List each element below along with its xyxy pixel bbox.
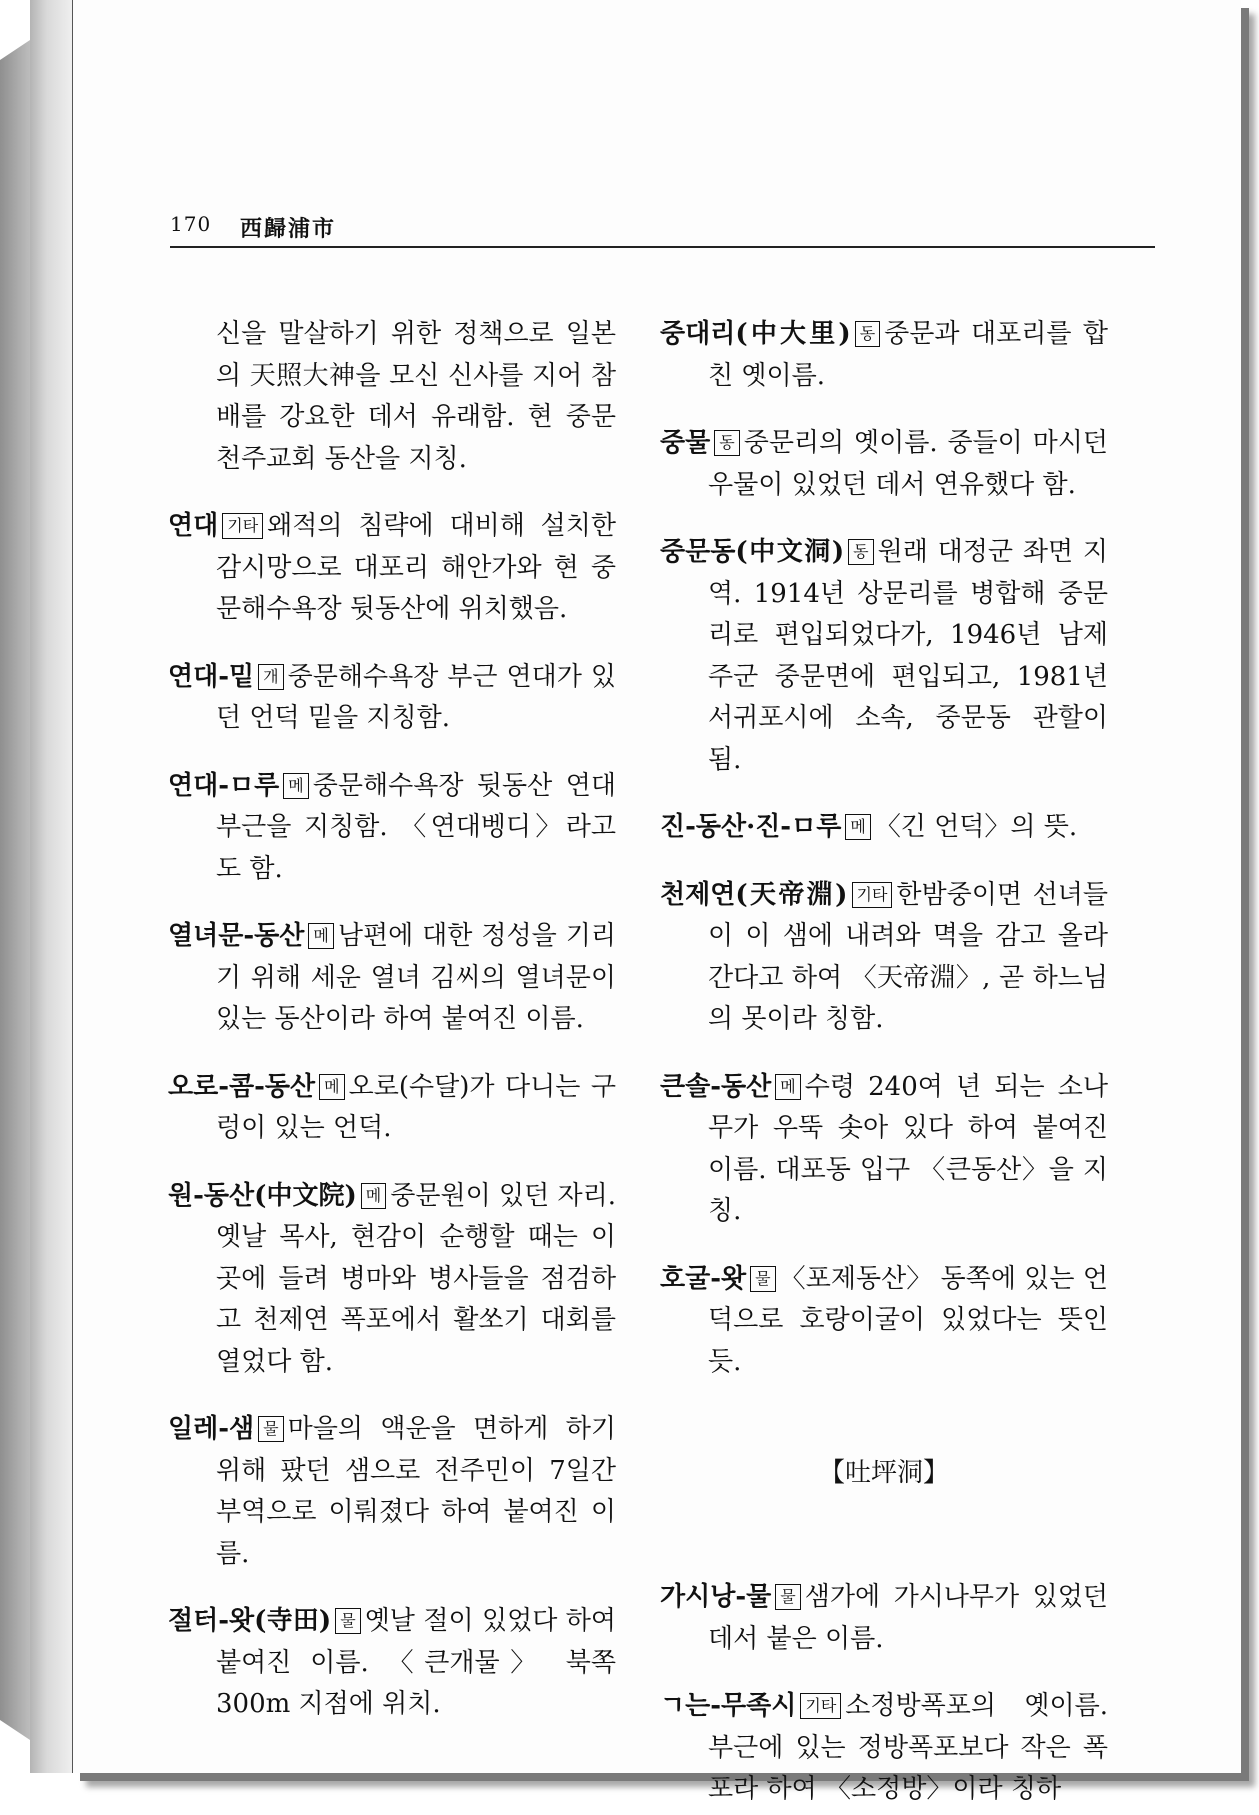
entry-headword: 연대-밑 [168, 661, 255, 692]
entry-definition: 중문해수욕장 부근 연대가 있던 언덕 밑을 지칭함. [216, 661, 616, 733]
book-title: 西歸浦市 [240, 216, 337, 242]
entry-definition: 신을 말살하기 위한 정책으로 일본의 天照大神을 모신 신사를 지어 참배를 강요한 데서 유래함. 현 중문천주교회 동산을 지칭. [216, 319, 616, 474]
entry-headword: 절터-왓(寺田) [168, 1606, 332, 1636]
entry-headword: 중문동(中文洞) [660, 537, 845, 567]
category-tag: 기타 [800, 1693, 841, 1719]
dictionary-entry [168, 1601, 616, 1726]
category-tag: 메 [775, 1074, 800, 1100]
category-tag: 기타 [222, 513, 263, 539]
dictionary-entry [660, 1686, 1108, 1811]
category-tag: 동 [855, 321, 880, 347]
dictionary-entry [660, 532, 1108, 781]
entry-headword: 열녀문-동산 [168, 921, 305, 951]
entry-headword: ㄱ는-무족시 [660, 1691, 797, 1721]
entry-headword: 천제연(天帝淵) [660, 879, 848, 910]
category-tag: 메 [361, 1183, 386, 1209]
entry-headword: 중대리(中大里) [660, 319, 851, 349]
dictionary-entry [168, 657, 616, 740]
entry-definition: 한밤중이면 선녀들이 이 샘에 내려와 멱을 감고 올라간다고 하여 〈天帝淵〉, 곧 하느님의 못이라 칭함. [708, 879, 1108, 1034]
entry-definition: 중문과 대포리를 합친 옛이름. [708, 319, 1108, 391]
entry-headword: 오로-콤-동산 [168, 1071, 316, 1102]
entry-headword: 연대-ㅁ루 [168, 770, 280, 801]
entry-headword: 호굴-왓 [660, 1263, 747, 1294]
category-tag: 개 [258, 664, 283, 690]
entry-definition: 수령 240여 년 되는 소나무가 우뚝 솟아 있다 하여 붙여진 이름. 대포동 입구 〈큰동산〉을 지칭. [708, 1071, 1108, 1226]
left-column [168, 288, 616, 1730]
entry-definition: 〈포제동산〉 동쪽에 있는 언덕으로 호랑이굴이 있었다는 뜻인 듯. [708, 1263, 1108, 1377]
page-stack-edge [30, 0, 72, 1773]
dictionary-entry [660, 314, 1108, 397]
entry-definition: 원래 대정군 좌면 지역. 1914년 상문리를 병합해 중문리로 편입되었다가, 1946년 남제주군 중문면에 편입되고, 1981년 서귀포시에 소속, 중문동 관할이 됨. [708, 537, 1108, 775]
entry-definition: 남편에 대한 정성을 기리기 위해 세운 열녀 김씨의 열녀문이 있는 동산이라 하여 붙여진 이름. [216, 921, 616, 1034]
dictionary-entry [660, 1259, 1108, 1384]
dictionary-entry [660, 875, 1108, 1041]
entry-definition: 마을의 액운을 면하게 하기 위해 팠던 샘으로 전주민이 7일간 부역으로 이뤄졌다 하여 붙여진 이름. [216, 1414, 616, 1569]
category-tag: 메 [319, 1074, 344, 1100]
entry-definition: 중문리의 옛이름. 중들이 마시던 우물이 있었던 데서 연유했다 함. [708, 428, 1108, 500]
page-number: 170 [170, 212, 212, 236]
category-tag: 기타 [852, 882, 893, 908]
entry-definition: 중문해수욕장 뒷동산 연대 부근을 지칭함. 〈연대벵디〉라고도 함. [216, 770, 616, 884]
running-head [170, 212, 1155, 248]
category-tag: 동 [848, 539, 873, 565]
dictionary-entry [168, 916, 616, 1041]
category-tag: 메 [283, 773, 308, 799]
section-heading: 【吐坪洞】 [818, 1458, 949, 1488]
entry-definition: 중문원이 있던 자리. 옛날 목사, 현감이 순행할 때는 이곳에 들려 병마와 병사들을 점검하고 천제연 폭포에서 활쏘기 대회를 열었다 함. [216, 1180, 616, 1377]
category-tag: 물 [335, 1608, 360, 1634]
dictionary-entry [168, 506, 616, 631]
dictionary-entry [168, 1176, 616, 1384]
dictionary-entry [660, 807, 1108, 849]
category-tag: 메 [845, 814, 870, 840]
dictionary-entry [660, 1067, 1108, 1233]
entry-headword: 큰솔-동산 [660, 1071, 772, 1102]
dictionary-entry [660, 423, 1108, 506]
category-tag: 동 [714, 430, 739, 456]
category-tag: 물 [258, 1416, 283, 1442]
category-tag: 물 [775, 1584, 800, 1610]
category-tag: 물 [750, 1266, 775, 1292]
entry-headword: 원-동산(中文院) [168, 1180, 357, 1211]
entry-definition: 소정방폭포의 옛이름. 부근에 있는 정방폭포보다 작은 폭포라 하여 〈소정방〉이라 칭하 [708, 1691, 1108, 1804]
entry-definition: 왜적의 침략에 대비해 설치한 감시망으로 대포리 해안가와 현 중문해수욕장 뒷동산에 위치했음. [216, 511, 616, 624]
entry-definition: 샘가에 가시나무가 있었던 데서 붙은 이름. [708, 1582, 1108, 1654]
dictionary-entry [660, 1577, 1108, 1660]
entry-headword: 진-동산·진-ㅁ루 [660, 812, 842, 842]
entry-headword: 중물 [660, 428, 711, 458]
entry-definition: 옛날 절이 있었다 하여 붙여진 이름. 〈큰개물〉 북쪽 300m 지점에 위치. [216, 1606, 616, 1719]
entry-headword: 가시낭-물 [660, 1582, 772, 1612]
dictionary-entry [168, 766, 616, 891]
dictionary-entry [168, 1409, 616, 1575]
dictionary-entry [168, 1067, 616, 1150]
dictionary-entry [168, 314, 616, 480]
entry-definition: 〈긴 언덕〉의 뜻. [874, 812, 1078, 842]
entry-definition: 오로(수달)가 다니는 구렁이 있는 언덕. [216, 1071, 616, 1143]
entry-headword: 연대 [168, 511, 219, 541]
right-column [660, 288, 1108, 1815]
entry-headword: 일레-샘 [168, 1414, 255, 1444]
category-tag: 메 [308, 923, 333, 949]
